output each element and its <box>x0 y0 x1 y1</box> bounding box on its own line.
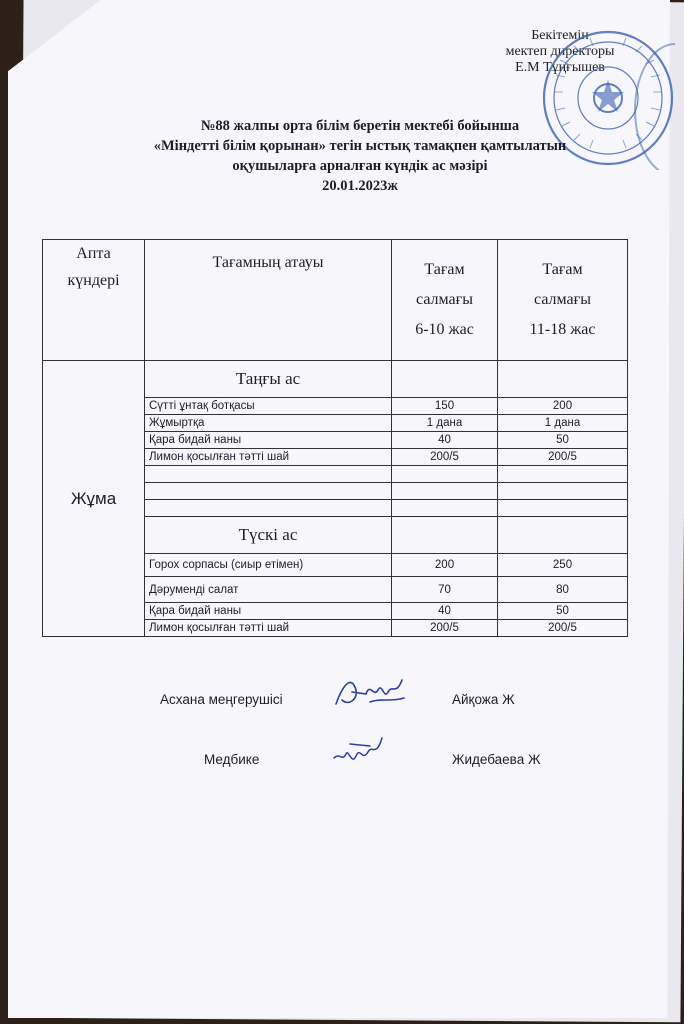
header-w2-line3: 11-18 жас <box>529 321 596 338</box>
header-day <box>43 240 145 361</box>
weight-11-18: 200 <box>498 398 628 415</box>
dish-name: Лимон қосылған тәтті шай <box>145 620 392 637</box>
weight-6-10: 1 дана <box>392 415 498 432</box>
cook-role: Асхана меңгерушісі <box>160 692 283 707</box>
breakfast-label: Таңғы ас <box>145 361 392 398</box>
approval-line-2: мектеп директоры <box>505 44 615 59</box>
title-line-2: «Міндетті білім қорынан» тегін ыстық тамақпен қамтылатын <box>153 138 567 154</box>
title-date: 20.01.2023ж <box>322 178 398 194</box>
header-w1-line2: салмағы <box>416 291 473 308</box>
dish-name: Дәруменді салат <box>145 577 392 603</box>
weight-11-18: 80 <box>498 577 628 603</box>
approval-line-1: Бекітемін <box>531 28 589 43</box>
header-weight-11-18 <box>498 240 628 361</box>
weight-11-18: 250 <box>498 554 628 577</box>
dish-name: Лимон қосылған тәтті шай <box>145 449 392 466</box>
weight-6-10: 200/5 <box>392 449 498 466</box>
cook-name: Айқожа Ж <box>452 692 515 707</box>
dish-name: Горох сорпасы (сиыр етімен) <box>145 554 392 577</box>
cook-signature <box>330 672 410 714</box>
header-day-line1: Апта <box>76 245 111 262</box>
weight-6-10: 40 <box>392 432 498 449</box>
weight-11-18: 200/5 <box>498 620 628 637</box>
approval-line-3: Е.М Тұңғышев <box>515 60 605 75</box>
header-day-line2: күндері <box>67 272 120 289</box>
weight-6-10: 200 <box>392 554 498 577</box>
dish-name: Қара бидай наны <box>145 603 392 620</box>
weight-11-18: 50 <box>498 603 628 620</box>
menu-table <box>42 239 628 637</box>
nurse-name: Жидебаева Ж <box>452 752 541 767</box>
dish-name: Сүтті ұнтақ ботқасы <box>145 398 392 415</box>
lunch-label: Түскі ас <box>145 517 392 554</box>
header-w2-line1: Тағам <box>542 261 583 278</box>
document-title <box>110 116 610 196</box>
weight-6-10: 40 <box>392 603 498 620</box>
title-line-1: №88 жалпы орта білім беретін мектебі бойынша <box>200 118 520 134</box>
breakfast-header-row <box>43 361 628 398</box>
nurse-role: Медбике <box>204 752 260 767</box>
weight-6-10: 200/5 <box>392 620 498 637</box>
day-cell: Жұма <box>43 361 145 637</box>
header-w1-line1: Тағам <box>424 261 465 278</box>
title-line-3: оқушыларға арналған күндік ас мәзірі <box>232 158 488 174</box>
weight-11-18: 1 дана <box>498 415 628 432</box>
dish-name: Жұмыртқа <box>145 415 392 432</box>
weight-6-10: 150 <box>392 398 498 415</box>
dish-name: Қара бидай наны <box>145 432 392 449</box>
weight-11-18: 200/5 <box>498 449 628 466</box>
weight-11-18: 50 <box>498 432 628 449</box>
header-w2-line2: салмағы <box>534 291 591 308</box>
header-name: Тағамның атауы <box>145 240 392 361</box>
header-w1-line3: 6-10 жас <box>415 321 474 338</box>
weight-6-10: 70 <box>392 577 498 603</box>
table-header-row <box>43 240 628 361</box>
header-weight-6-10 <box>392 240 498 361</box>
nurse-signature <box>330 732 390 772</box>
